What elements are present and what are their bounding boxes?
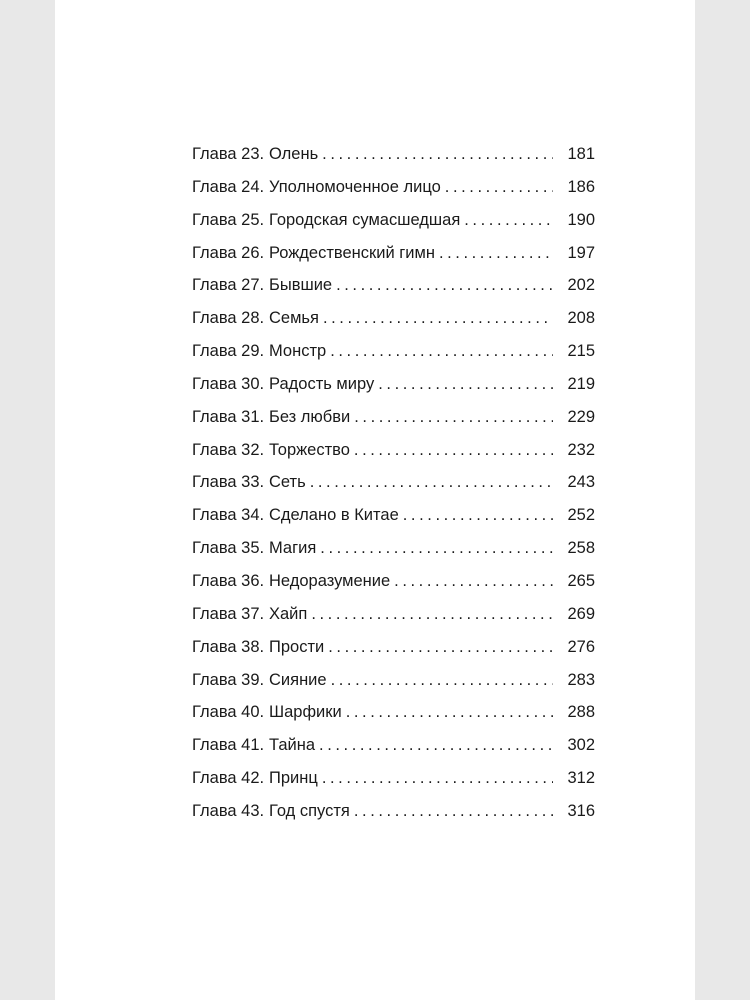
chapter-label: Глава 37. <box>192 604 265 623</box>
dot-leader <box>331 671 553 690</box>
dot-leader <box>354 408 553 427</box>
chapter-title: Магия <box>269 539 317 558</box>
chapter-label: Глава 29. <box>192 342 265 361</box>
chapter-title: Недоразумение <box>269 571 391 590</box>
chapter-label: Глава 35. <box>192 539 265 558</box>
toc-entry <box>192 178 595 211</box>
dot-leader <box>394 572 553 591</box>
chapter-label: Глава 42. <box>192 769 265 788</box>
chapter-title: Монстр <box>269 342 327 361</box>
toc-entry <box>192 539 595 572</box>
page-number: 181 <box>567 145 595 163</box>
chapter-label: Глава 39. <box>192 670 265 689</box>
chapter-title: Прости <box>269 637 325 656</box>
chapter-label: Глава 28. <box>192 309 265 328</box>
page-number: 208 <box>567 309 595 328</box>
page-number: 316 <box>567 801 595 820</box>
dot-leader <box>322 145 553 164</box>
chapter-label: Глава 40. <box>192 703 265 722</box>
toc-entry <box>192 802 595 835</box>
chapter-title: Тайна <box>269 736 316 755</box>
page-number: 312 <box>567 769 595 788</box>
toc-entry <box>192 473 595 506</box>
chapter-label: Глава 43. <box>192 801 265 820</box>
chapter-label: Глава 34. <box>192 506 265 525</box>
chapter-title: Рождественский гимн <box>269 243 435 262</box>
page-number: 219 <box>567 374 595 393</box>
dot-leader <box>322 769 553 788</box>
page-number: 202 <box>567 276 595 295</box>
chapter-title: Радость миру <box>269 374 375 393</box>
dot-leader <box>439 244 553 263</box>
page-number: 215 <box>567 342 595 361</box>
dot-leader <box>330 342 553 361</box>
chapter-title: Принц <box>269 769 318 788</box>
page-number: 229 <box>567 407 595 426</box>
dot-leader <box>336 276 553 295</box>
toc-entry <box>192 244 595 277</box>
chapter-title: Семья <box>269 309 319 328</box>
page-number: 288 <box>567 703 595 722</box>
chapter-label: Глава 24. <box>192 177 265 196</box>
toc-entry <box>192 638 595 671</box>
chapter-label: Глава 31. <box>192 407 265 426</box>
dot-leader <box>354 441 553 460</box>
chapter-label: Глава 25. <box>192 210 265 229</box>
chapter-title: Сделано в Китае <box>269 506 399 525</box>
page-number: 269 <box>567 604 595 623</box>
page-number: 197 <box>567 243 595 262</box>
dot-leader <box>346 703 553 722</box>
page-number: 302 <box>567 736 595 755</box>
dot-leader <box>311 605 553 624</box>
toc-entry <box>192 145 595 178</box>
chapter-label: Глава 36. <box>192 571 265 590</box>
toc-entry <box>192 769 595 802</box>
toc-entry <box>192 342 595 375</box>
page-number: 252 <box>567 506 595 525</box>
page-number: 243 <box>567 473 595 492</box>
toc-entry <box>192 736 595 769</box>
toc-entry <box>192 441 595 474</box>
dot-leader <box>320 539 553 558</box>
book-page <box>55 0 695 1000</box>
toc-entry <box>192 276 595 309</box>
chapter-title: Сияние <box>269 670 327 689</box>
toc-entry <box>192 375 595 408</box>
chapter-title: Без любви <box>269 407 351 426</box>
chapter-label: Глава 27. <box>192 276 265 295</box>
chapter-label: Глава 30. <box>192 374 265 393</box>
toc-entry <box>192 671 595 704</box>
chapter-title: Год спустя <box>269 801 350 820</box>
toc-entry <box>192 605 595 638</box>
chapter-title: Олень <box>269 145 319 163</box>
page-number: 258 <box>567 539 595 558</box>
chapter-label: Глава 26. <box>192 243 265 262</box>
dot-leader <box>445 178 553 197</box>
dot-leader <box>378 375 553 394</box>
chapter-title: Хайп <box>269 604 308 623</box>
chapter-title: Торжество <box>269 440 350 459</box>
chapter-label: Глава 38. <box>192 637 265 656</box>
dot-leader <box>319 736 553 755</box>
dot-leader <box>403 506 553 525</box>
page-number: 232 <box>567 440 595 459</box>
chapter-title: Сеть <box>269 473 306 492</box>
page-number: 283 <box>567 670 595 689</box>
toc-entry <box>192 309 595 342</box>
page-number: 265 <box>567 571 595 590</box>
chapter-label: Глава 33. <box>192 473 265 492</box>
dot-leader <box>354 802 553 821</box>
dot-leader <box>328 638 553 657</box>
chapter-label: Глава 41. <box>192 736 265 755</box>
page-number: 276 <box>567 637 595 656</box>
toc-entry <box>192 211 595 244</box>
page-number: 186 <box>567 177 595 196</box>
dot-leader <box>310 473 553 492</box>
toc-entry <box>192 408 595 441</box>
toc-entry <box>192 572 595 605</box>
chapter-title: Городская сумасшедшая <box>269 210 461 229</box>
chapter-label: Глава 23. <box>192 145 265 163</box>
dot-leader <box>323 309 553 328</box>
chapter-title: Бывшие <box>269 276 333 295</box>
chapter-title: Шарфики <box>269 703 342 722</box>
dot-leader <box>464 211 553 230</box>
table-of-contents <box>192 145 595 835</box>
toc-entry <box>192 506 595 539</box>
chapter-label: Глава 32. <box>192 440 265 459</box>
chapter-title: Уполномоченное лицо <box>269 177 441 196</box>
page-number: 190 <box>567 210 595 229</box>
toc-entry <box>192 703 595 736</box>
